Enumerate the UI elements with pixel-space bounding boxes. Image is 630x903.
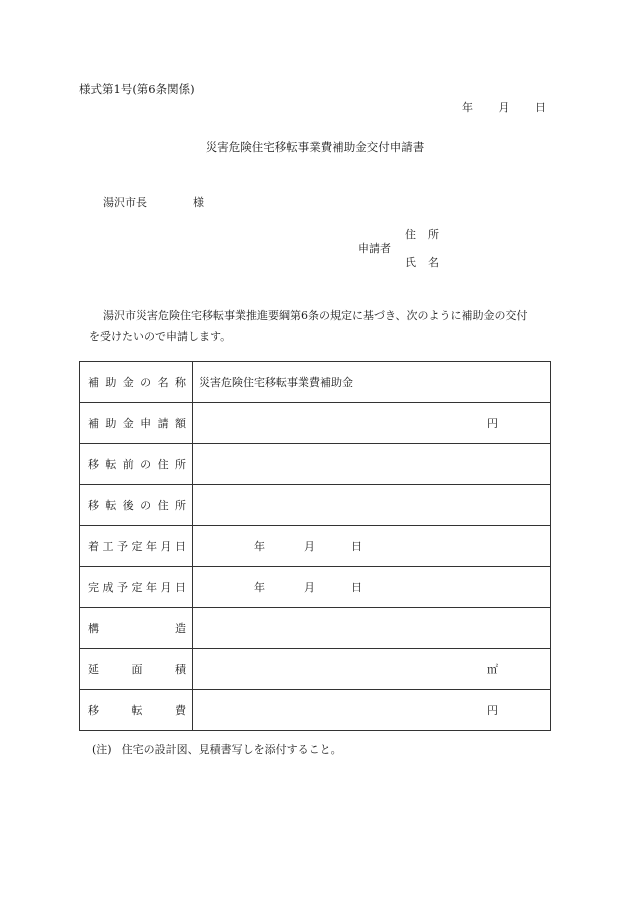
form-row-subsidy-name (80, 362, 551, 403)
addressee-name: 湯沢市長 (103, 196, 147, 209)
date-year-label: 年 (462, 101, 473, 114)
form-row-address-after (80, 485, 551, 526)
date-line (462, 99, 546, 115)
form-row-address-before (80, 444, 551, 485)
application-form-table (79, 361, 551, 731)
applicant-label: 申請者 (358, 242, 391, 255)
row-value-cell-structure[interactable] (193, 608, 551, 649)
row-unit: 円 (487, 704, 498, 717)
row-label: 構 造 (88, 622, 186, 635)
row-label: 着 工 予 定 年 月 日 (88, 540, 186, 553)
form-row-completion-date (80, 567, 551, 608)
date-month-label: 月 (498, 101, 510, 114)
statement-line-2: を受けたいので申請します。 (89, 330, 232, 343)
date-day-label: 日 (535, 101, 546, 114)
date-month-label: 月 (304, 540, 315, 553)
row-label-cell (80, 526, 193, 567)
document-title: 災害危険住宅移転事業費補助金交付申請書 (205, 140, 425, 154)
applicant-name-label: 氏名 (405, 256, 451, 269)
row-label-cell (80, 567, 193, 608)
date-day-label: 日 (351, 581, 362, 594)
row-label-cell (80, 403, 193, 444)
row-label-cell (80, 690, 193, 731)
form-row-subsidy-amount (80, 403, 551, 444)
row-label: 完 成 予 定 年 月 日 (88, 581, 186, 594)
form-row-relocation-cost (80, 690, 551, 731)
row-label: 補 助 金 の 名 称 (88, 376, 186, 389)
row-label: 移 転 後 の 住 所 (88, 499, 186, 512)
note-text: 住宅の設計図、見積書写しを添付すること。 (121, 743, 342, 756)
addressee (103, 194, 204, 210)
form-row-start-date (80, 526, 551, 567)
form-row-floor-area (80, 649, 551, 690)
application-statement (89, 305, 564, 347)
note (92, 741, 342, 757)
row-label-cell (80, 362, 193, 403)
row-label-cell (80, 649, 193, 690)
row-label: 補 助 金 申 請 額 (88, 417, 186, 430)
row-value-cell-completion-date[interactable] (193, 567, 551, 608)
date-day-label: 日 (351, 540, 362, 553)
row-value-cell-subsidy-amount[interactable] (193, 403, 551, 444)
statement-line-1: 湯沢市災害危険住宅移転事業推進要綱第6条の規定に基づき、次のように補助金の交付 (103, 309, 528, 322)
row-label-cell (80, 485, 193, 526)
note-mark: (注) (92, 743, 112, 756)
row-unit: 円 (487, 417, 498, 430)
row-label: 移 転 前 の 住 所 (88, 458, 186, 471)
addressee-honorific: 様 (193, 196, 204, 209)
row-value-cell-start-date[interactable] (193, 526, 551, 567)
row-label: 延 面 積 (88, 663, 186, 676)
form-row-structure (80, 608, 551, 649)
row-value-cell-relocation-cost[interactable] (193, 690, 551, 731)
row-value-cell-address-after[interactable] (193, 485, 551, 526)
row-label-cell (80, 444, 193, 485)
row-value-cell-subsidy-name[interactable] (193, 362, 551, 403)
applicant-address-label: 住所 (405, 228, 451, 241)
row-value-cell-floor-area[interactable] (193, 649, 551, 690)
form-number: 様式第1号(第6条関係) (79, 82, 195, 96)
date-year-label: 年 (254, 540, 265, 553)
row-unit: ㎡ (487, 663, 498, 676)
row-label-cell (80, 608, 193, 649)
row-value-cell-address-before[interactable] (193, 444, 551, 485)
row-label: 移 転 費 (88, 704, 186, 717)
row-value: 災害危険住宅移転事業費補助金 (199, 376, 353, 389)
date-month-label: 月 (304, 581, 315, 594)
date-year-label: 年 (254, 581, 265, 594)
